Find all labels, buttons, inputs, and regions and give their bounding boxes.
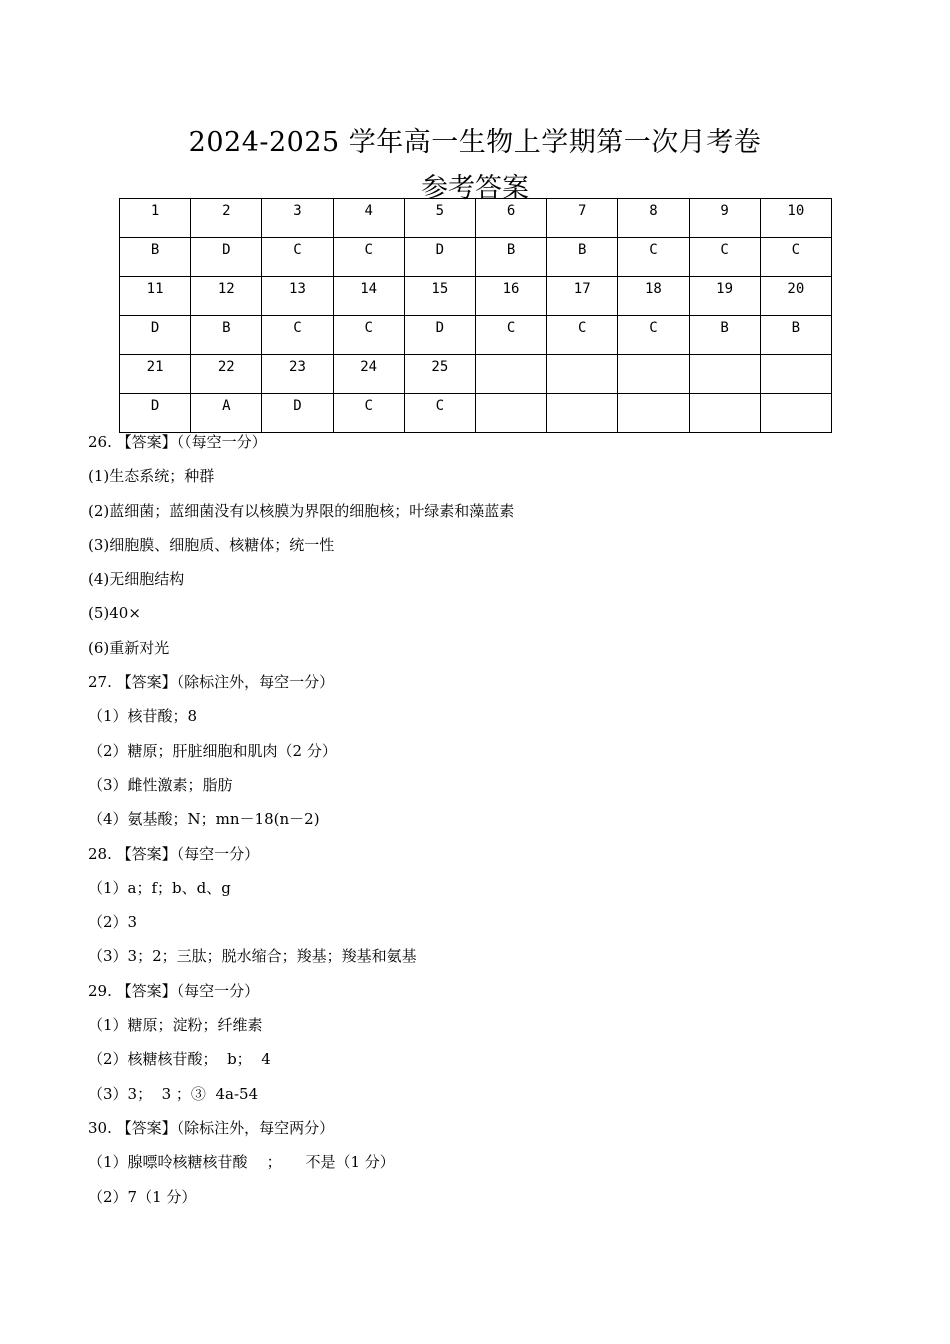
- table-cell: D: [404, 316, 475, 355]
- table-cell: C: [618, 238, 689, 277]
- table-cell: C: [618, 316, 689, 355]
- answer-line: (6)重新对光: [88, 638, 170, 657]
- table-cell: 7: [547, 199, 618, 238]
- table-cell: 4: [333, 199, 404, 238]
- answer-line: （1）糖原；淀粉；纤维素: [88, 1016, 263, 1035]
- table-cell: C: [262, 316, 333, 355]
- table-cell: D: [404, 238, 475, 277]
- table-cell: D: [120, 316, 191, 355]
- table-cell: D: [120, 394, 191, 433]
- table-cell: 18: [618, 277, 689, 316]
- table-cell: C: [404, 394, 475, 433]
- table-cell: [547, 394, 618, 433]
- table-cell: [689, 394, 760, 433]
- table-cell: C: [262, 238, 333, 277]
- table-cell: 16: [475, 277, 546, 316]
- table-cell: 3: [262, 199, 333, 238]
- answer-line: （2）3: [88, 913, 138, 932]
- table-cell: A: [191, 394, 262, 433]
- table-cell: B: [191, 316, 262, 355]
- answer-line: (2)蓝细菌；蓝细菌没有以核膜为界限的细胞核；叶绿素和藻蓝素: [88, 501, 515, 520]
- page-title: 2024-2025 学年高一生物上学期第一次月考卷: [188, 127, 762, 158]
- table-cell: 15: [404, 277, 475, 316]
- table-cell: 17: [547, 277, 618, 316]
- answer-line: (5)40×: [88, 604, 141, 623]
- table-cell: 11: [120, 277, 191, 316]
- table-cell: 13: [262, 277, 333, 316]
- answer-line: （2）7（1 分）: [88, 1187, 197, 1206]
- answer-line: （1）腺嘌呤核糖核苷酸 ； 不是（1 分）: [88, 1153, 395, 1172]
- table-row: [120, 355, 832, 394]
- table-cell: D: [262, 394, 333, 433]
- answer-line: （2）核糖核苷酸； b； 4: [88, 1050, 271, 1069]
- question-heading: 28. 【答案】（每空一分）: [88, 844, 260, 863]
- answer-line: (3)细胞膜、细胞质、核糖体；统一性: [88, 535, 335, 554]
- table-cell: [760, 355, 831, 394]
- table-row: [120, 199, 832, 238]
- table-cell: 5: [404, 199, 475, 238]
- table-cell: 23: [262, 355, 333, 394]
- question-heading: 29. 【答案】（每空一分）: [88, 981, 260, 1000]
- table-cell: 10: [760, 199, 831, 238]
- table-cell: 6: [475, 199, 546, 238]
- table-cell: B: [475, 238, 546, 277]
- table-cell: B: [689, 316, 760, 355]
- answer-line: (4)无细胞结构: [88, 570, 185, 589]
- table-cell: B: [547, 238, 618, 277]
- answer-line: （2）糖原；肝脏细胞和肌肉（2 分）: [88, 741, 337, 760]
- answer-line: （4）氨基酸；N；mn－18(n－2): [88, 810, 320, 829]
- table-row: [120, 316, 832, 355]
- table-cell: [618, 355, 689, 394]
- table-cell: B: [120, 238, 191, 277]
- table-cell: [689, 355, 760, 394]
- answer-line: （1）核苷酸；8: [88, 707, 198, 726]
- answer-line: (1)生态系统；种群: [88, 467, 215, 486]
- answer-line: （1）a；f；b、d、g: [88, 878, 231, 897]
- table-cell: C: [547, 316, 618, 355]
- table-cell: 1: [120, 199, 191, 238]
- answer-line: （3）雌性激素；脂肪: [88, 775, 233, 794]
- table-cell: 25: [404, 355, 475, 394]
- table-row: [120, 238, 832, 277]
- table-cell: 19: [689, 277, 760, 316]
- page-subtitle: 参考答案: [421, 173, 529, 204]
- table-cell: C: [333, 238, 404, 277]
- table-cell: B: [760, 316, 831, 355]
- table-cell: C: [333, 316, 404, 355]
- table-cell: C: [333, 394, 404, 433]
- answer-line: （3）3； 3 ；③ 4a-54: [88, 1084, 259, 1103]
- answer-line: （3）3；2；三肽；脱水缩合；羧基；羧基和氨基: [88, 947, 417, 966]
- table-cell: C: [689, 238, 760, 277]
- table-cell: 12: [191, 277, 262, 316]
- table-cell: 22: [191, 355, 262, 394]
- table-cell: C: [760, 238, 831, 277]
- table-cell: [475, 394, 546, 433]
- table-row: [120, 394, 832, 433]
- table-cell: D: [191, 238, 262, 277]
- table-cell: 9: [689, 199, 760, 238]
- question-heading: 26. 【答案】（（每空一分）: [88, 433, 267, 451]
- table-cell: C: [475, 316, 546, 355]
- table-cell: 20: [760, 277, 831, 316]
- table-cell: 14: [333, 277, 404, 316]
- answer-lines: [88, 432, 888, 1221]
- table-row: [120, 277, 832, 316]
- table-cell: [475, 355, 546, 394]
- answer-table: [119, 198, 832, 433]
- question-heading: 30. 【答案】（除标注外，每空两分）: [88, 1118, 335, 1137]
- table-cell: [760, 394, 831, 433]
- table-cell: 8: [618, 199, 689, 238]
- table-cell: [618, 394, 689, 433]
- question-heading: 27. 【答案】（除标注外，每空一分）: [88, 673, 335, 692]
- table-cell: 21: [120, 355, 191, 394]
- table-cell: 2: [191, 199, 262, 238]
- table-cell: [547, 355, 618, 394]
- table-cell: 24: [333, 355, 404, 394]
